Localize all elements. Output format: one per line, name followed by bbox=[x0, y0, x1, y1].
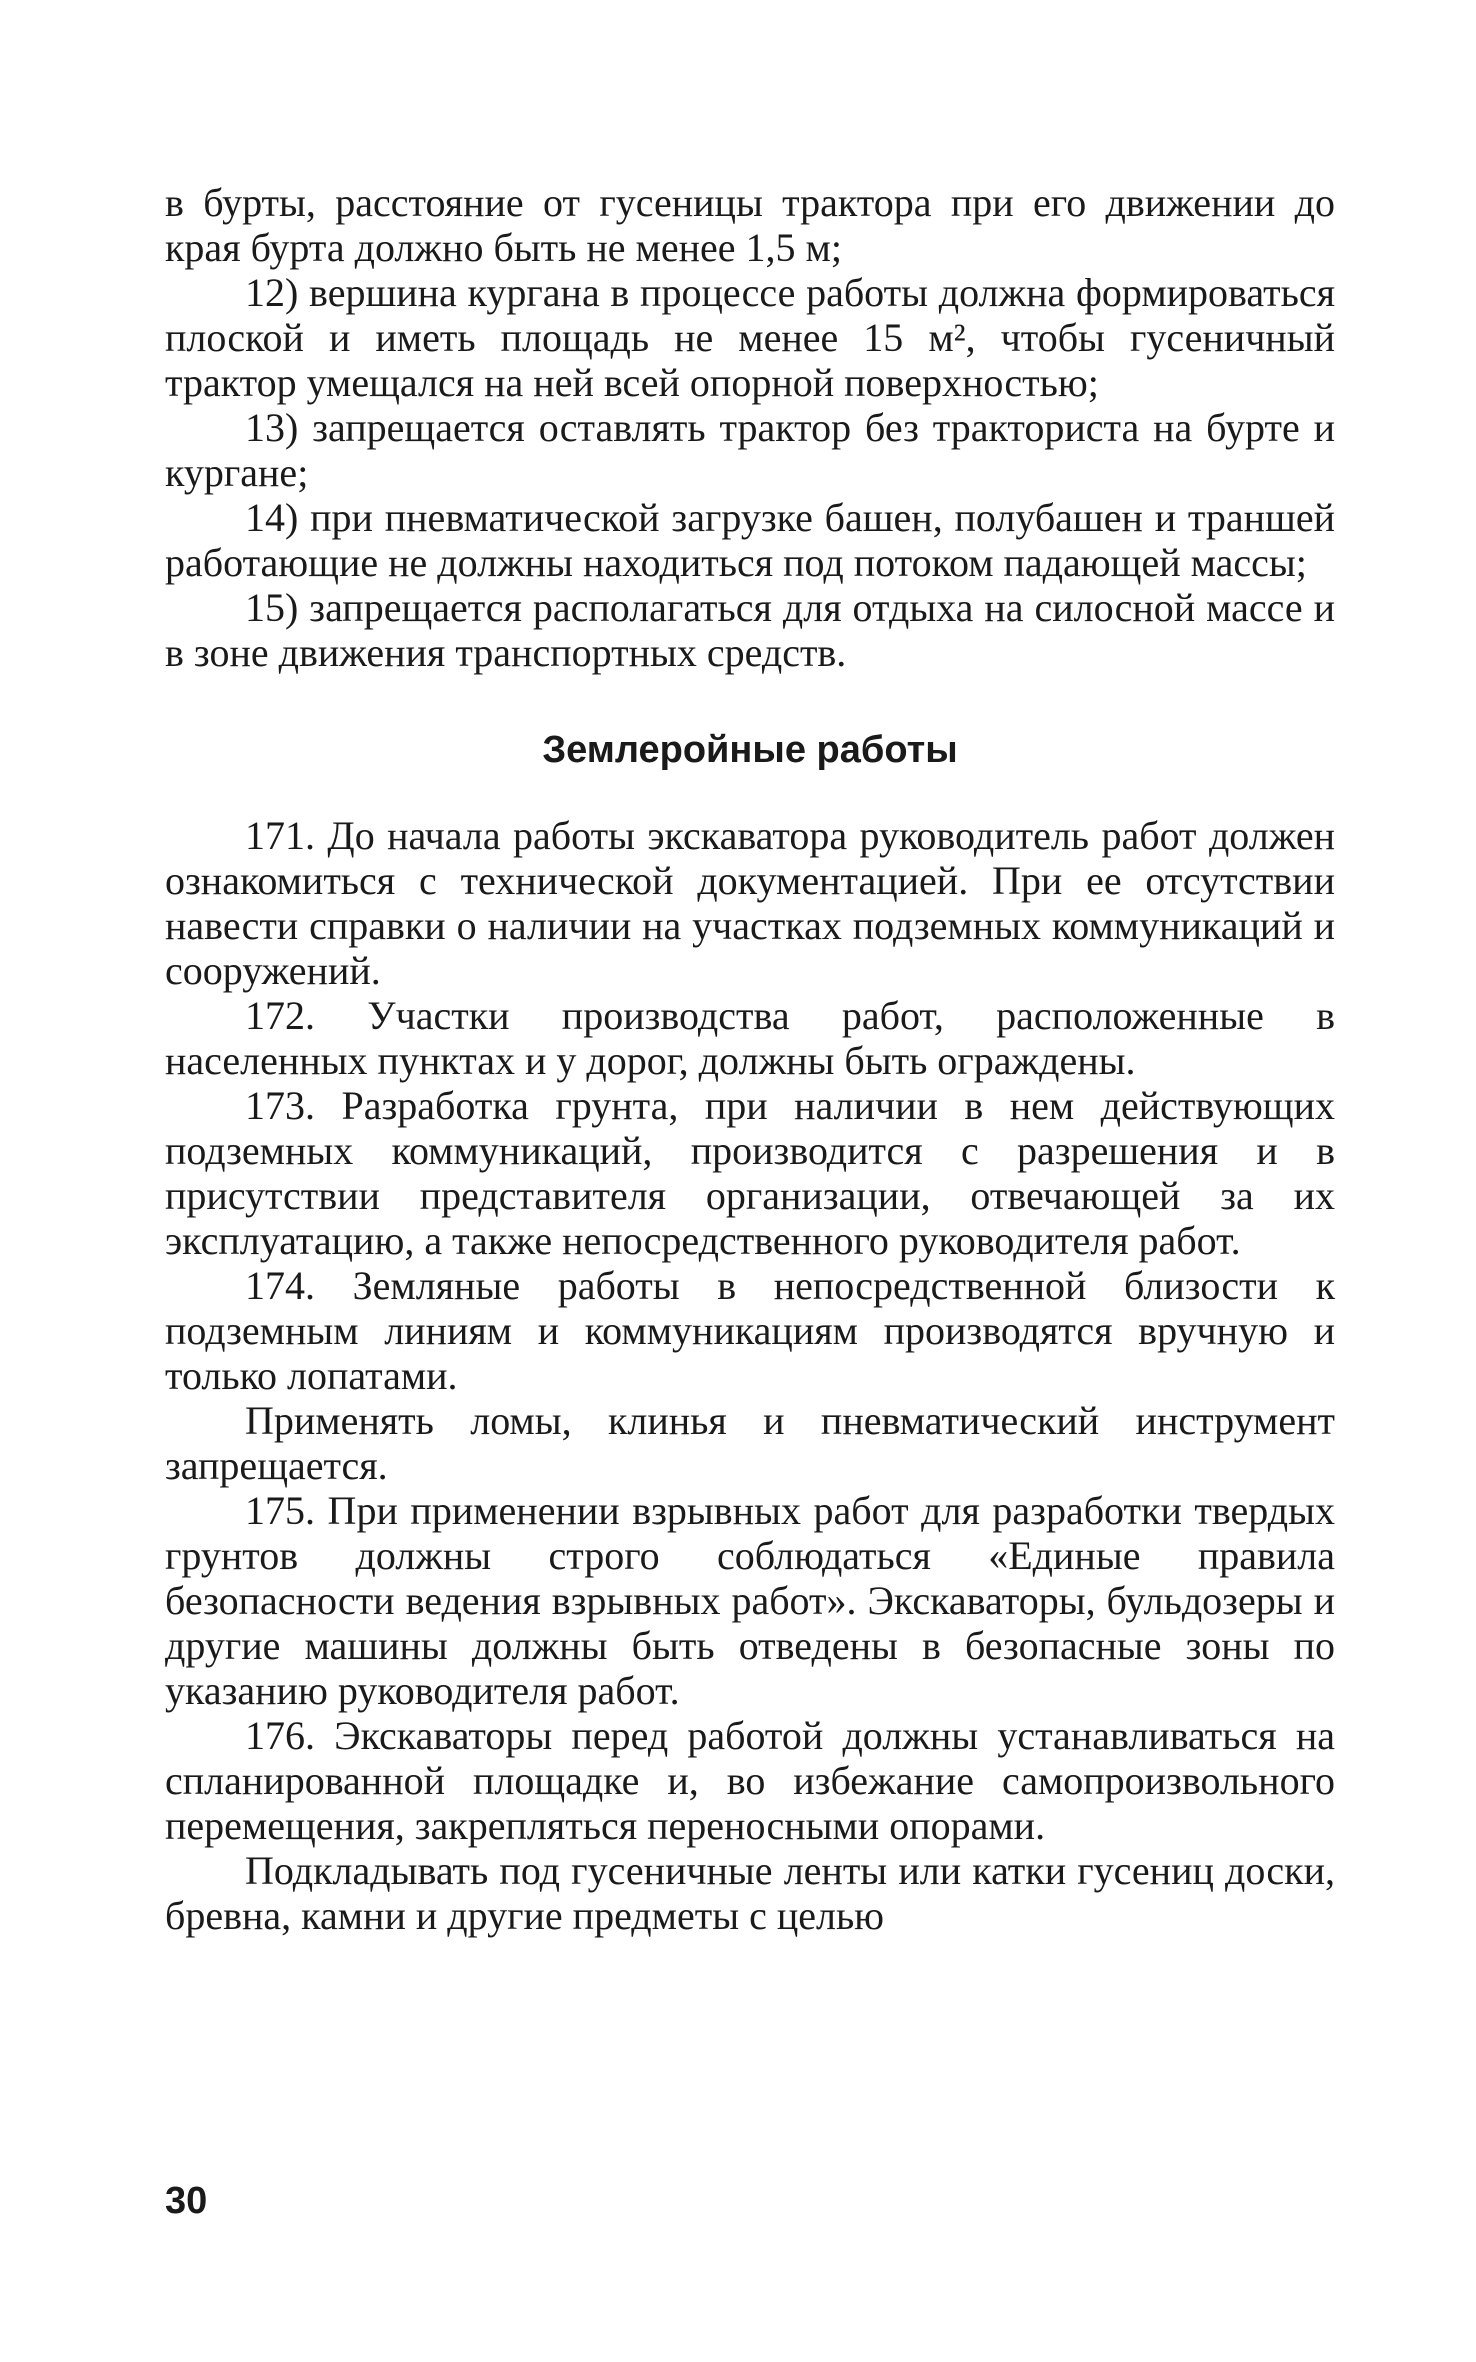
list-item-14: 14) при пневматической загрузке башен, полубашен и траншей работающие не должны находиться под потоком падающей массы; bbox=[165, 495, 1335, 585]
page-number: 30 bbox=[165, 2180, 208, 2222]
paragraph-176-note: Подкладывать под гусеничные ленты или катки гусениц доски, бревна, камни и другие предметы с целью bbox=[165, 1848, 1335, 1938]
paragraph-176: 176. Экскаваторы перед работой должны устанавливаться на спланированной площадке и, во избежание самопроизвольного перемещения, закрепляться переносными опорами. bbox=[165, 1713, 1335, 1848]
list-item-13: 13) запрещается оставлять трактор без тракториста на бурте и кургане; bbox=[165, 405, 1335, 495]
section-heading: Землеройные работы bbox=[542, 729, 958, 771]
paragraph-175: 175. При применении взрывных работ для разработки твердых грунтов должны строго соблюдаться «Единые правила безопасности ведения взрывных работ». Экскаваторы, бульдозеры и другие машины должны быть отведены в безопасные зоны по указанию руководителя работ. bbox=[165, 1488, 1335, 1713]
paragraph-173: 173. Разработка грунта, при наличии в нем действующих подземных коммуникаций, производится с разрешения и в присутствии представителя организации, отвечающей за их эксплуатацию, а также непосредственного руководителя работ. bbox=[165, 1083, 1335, 1263]
paragraph-172: 172. Участки производства работ, расположенные в населенных пунктах и у дорог, должны быть ограждены. bbox=[165, 993, 1335, 1083]
paragraph-174: 174. Земляные работы в непосредственной близости к подземным линиям и коммуникациям производятся вручную и только лопатами. bbox=[165, 1263, 1335, 1398]
page-body bbox=[165, 180, 1335, 1938]
paragraph-continued: в бурты, расстояние от гусеницы трактора при его движении до края бурта должно быть не менее 1,5 м; bbox=[165, 180, 1335, 270]
paragraph-171: 171. До начала работы экскаватора руководитель работ должен ознакомиться с технической документацией. При ее отсутствии навести справки о наличии на участках подземных коммуникаций и сооружений. bbox=[165, 813, 1335, 993]
list-item-12: 12) вершина кургана в процессе работы должна формироваться плоской и иметь площадь не менее 15 м², чтобы гусеничный трактор умещался на ней всей опорной поверхностью; bbox=[165, 270, 1335, 405]
list-item-15: 15) запрещается располагаться для отдыха на силосной массе и в зоне движения транспортных средств. bbox=[165, 585, 1335, 675]
paragraph-174-note: Применять ломы, клинья и пневматический инструмент запрещается. bbox=[165, 1398, 1335, 1488]
